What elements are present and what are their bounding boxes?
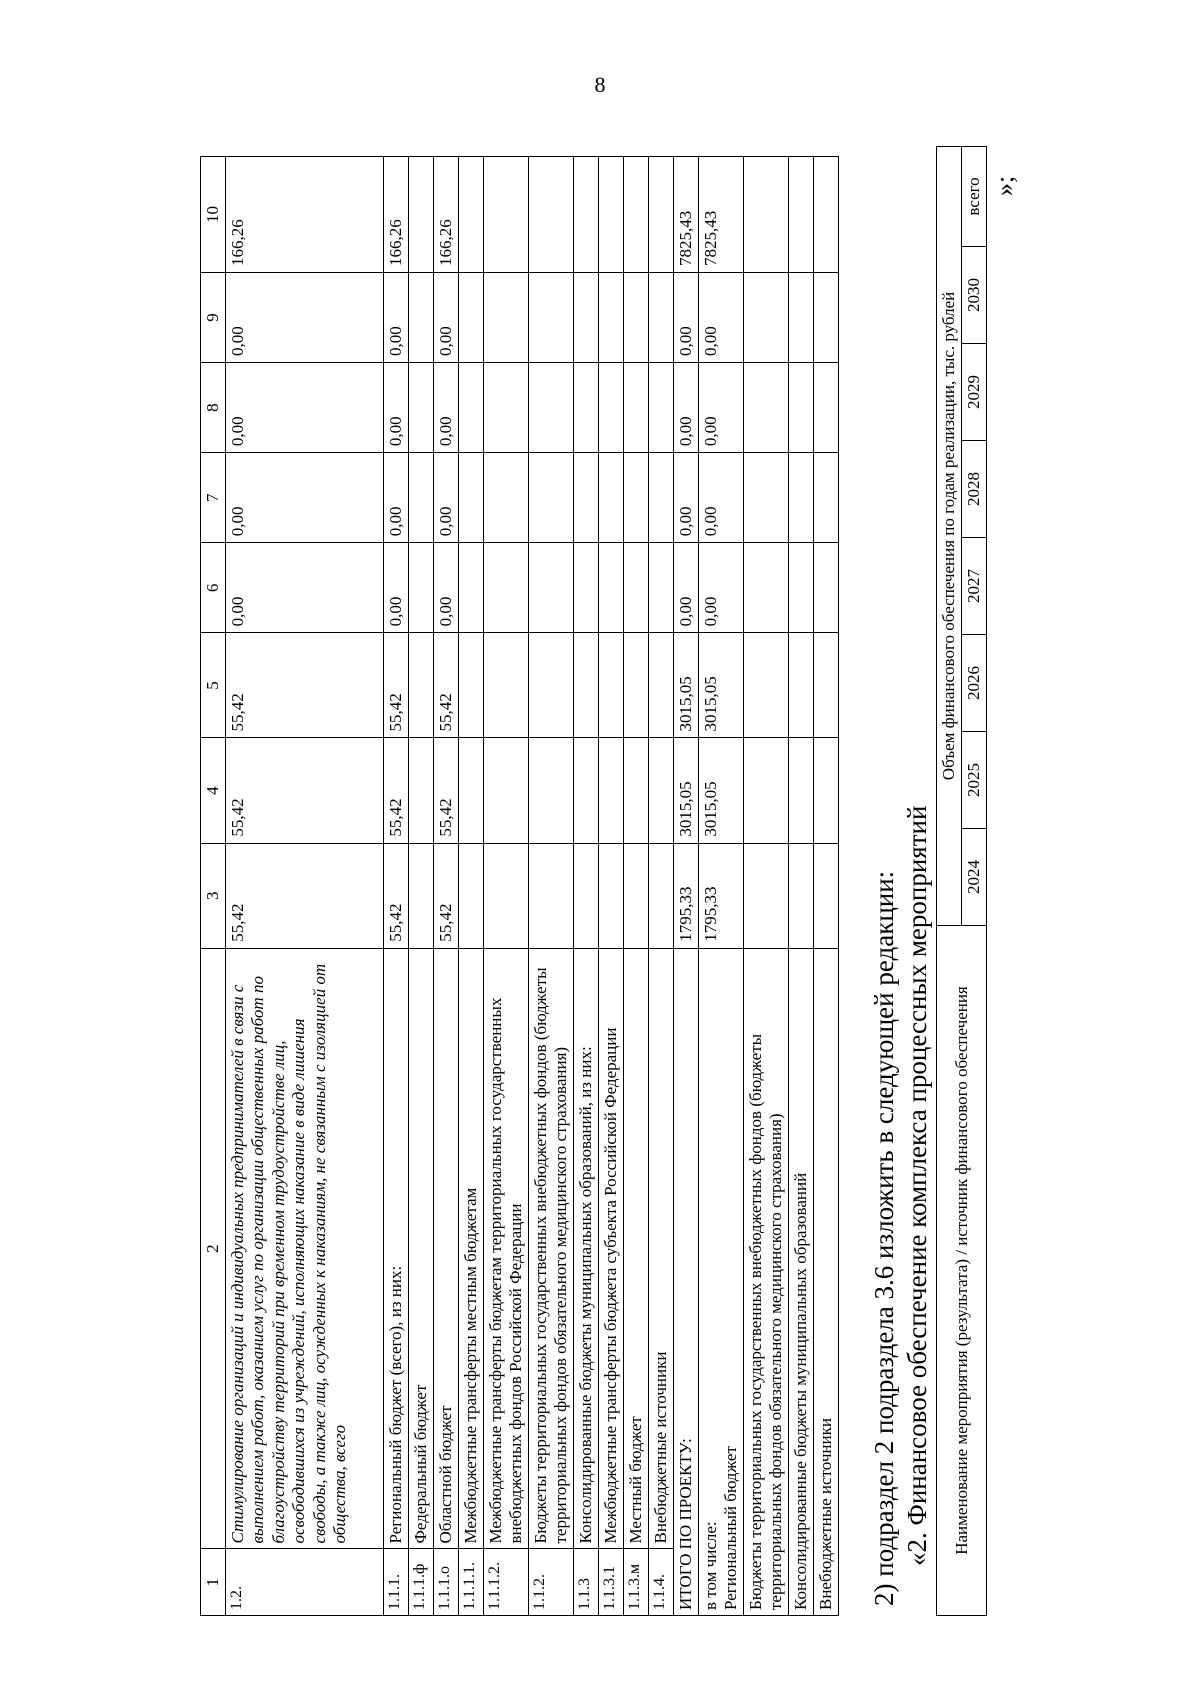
table-row [434,157,459,1616]
value-cell [744,453,789,543]
value-cell [789,843,814,948]
value-cell [744,633,789,738]
value-cell [484,633,529,738]
value-cell [459,843,484,948]
header-cell: 1 [201,1549,226,1616]
value-cell: 55,42 [434,633,459,738]
value-cell [624,633,649,738]
value-cell [624,272,649,362]
value-cell: 0,00 [226,363,384,453]
value-cell: 0,00 [434,453,459,543]
year-cell: 2027 [962,538,987,635]
value-cell [459,453,484,543]
table-row [574,157,599,1616]
value-cell [599,543,624,633]
value-cell [624,738,649,843]
section-col1-header: Наименование мероприятия (результата) / источник финансового обеспечения [937,926,987,1616]
header-cell: 7 [201,453,226,543]
value-cell [459,363,484,453]
value-cell [744,157,789,273]
value-cell [789,157,814,273]
value-cell [574,738,599,843]
header-cell: 6 [201,543,226,633]
row-name: Межбюджетные трансферты бюджета субъекта Российской Федерации [599,948,624,1549]
value-cell [529,633,574,738]
value-cell [649,843,674,948]
year-cell: 2026 [962,635,987,732]
row-name: Бюджеты территориальных государственных внебюджетных фондов (бюджеты территориальных фондов обязательного медицинского страхования) [529,948,574,1549]
value-cell [789,272,814,362]
value-cell [624,157,649,273]
value-cell [744,543,789,633]
table-header-row [201,157,226,1616]
row-name: Бюджеты территориальных государственных внебюджетных фондов (бюджеты территориальных фондов обязательного медицинского страхования) [744,948,789,1615]
value-cell [529,272,574,362]
total-row [674,157,699,1616]
value-cell: 3015,05 [699,738,744,843]
value-cell [484,363,529,453]
paragraph-title: 2) подраздел 2 подраздела 3.6 изложить в следующей редакции: [869,870,899,1606]
row-name: Межбюджетные трансферты местным бюджетам [459,948,484,1549]
value-cell: 0,00 [674,363,699,453]
header-cell: 2 [201,948,226,1549]
row-name: Федеральный бюджет [409,948,434,1549]
table-row [409,157,434,1616]
total-label: ИТОГО ПО ПРОЕКТУ: [674,948,699,1615]
value-cell: 7825,43 [699,157,744,273]
value-cell [484,738,529,843]
value-cell [529,453,574,543]
value-cell: 0,00 [434,363,459,453]
value-cell: 0,00 [699,453,744,543]
value-cell [814,543,839,633]
value-cell [649,272,674,362]
table-row [789,157,814,1616]
value-cell [649,363,674,453]
row-code: 1.1.3.м [624,1549,649,1616]
value-cell [459,633,484,738]
section-header-row [937,146,962,1615]
table-row [384,157,409,1616]
including-label-line: Региональный бюджет [721,1446,740,1610]
row-code: 1.1.1.2. [484,1549,529,1616]
value-cell [409,272,434,362]
value-cell [789,543,814,633]
table-row [649,157,674,1616]
row-code: 1.1.2. [529,1549,574,1616]
value-cell [574,543,599,633]
value-cell [789,633,814,738]
header-cell: 4 [201,738,226,843]
table-row [529,157,574,1616]
value-cell [599,157,624,273]
value-cell [574,843,599,948]
value-cell [649,157,674,273]
row-code: 1.1.3 [574,1549,599,1616]
value-cell [744,363,789,453]
header-cell: 10 [201,157,226,273]
value-cell [574,633,599,738]
value-cell [599,633,624,738]
value-cell [649,453,674,543]
value-cell [409,738,434,843]
value-cell: 55,42 [226,633,384,738]
value-cell [409,633,434,738]
value-cell [409,543,434,633]
value-cell [459,272,484,362]
including-label [699,948,744,1615]
value-cell [484,157,529,273]
year-cell: 2030 [962,247,987,344]
value-cell [409,157,434,273]
including-row [699,157,744,1616]
value-cell [649,738,674,843]
value-cell [789,453,814,543]
value-cell: 0,00 [674,453,699,543]
value-cell [814,633,839,738]
value-cell: 55,42 [226,843,384,948]
value-cell: 166,26 [226,157,384,273]
value-cell: 0,00 [226,543,384,633]
section-volume-header: Объем финансового обеспечения по годам реализации, тыс. рублей [937,146,962,925]
value-cell: 0,00 [434,272,459,362]
row-name: Консолидированные бюджеты муниципальных образований, из них: [574,948,599,1549]
value-cell: 55,42 [226,738,384,843]
row-name: Внебюджетные источники [649,948,674,1549]
row-name: Межбюджетные трансферты бюджетам территориальных государственных внебюджетных фондов Российской Федерации [484,948,529,1549]
value-cell [599,843,624,948]
section-financing-table [936,146,987,1616]
value-cell [789,363,814,453]
value-cell [624,843,649,948]
year-cell: 2028 [962,441,987,538]
table-row [459,157,484,1616]
value-cell [574,363,599,453]
value-cell [814,157,839,273]
value-cell [574,453,599,543]
value-cell: 55,42 [384,738,409,843]
value-cell: 0,00 [384,272,409,362]
value-cell [744,738,789,843]
year-cell: 2029 [962,344,987,441]
value-cell: 55,42 [434,738,459,843]
value-cell: 1795,33 [674,843,699,948]
header-cell: 3 [201,843,226,948]
row-name: Областной бюджет [434,948,459,1549]
row-name: Внебюджетные источники [814,948,839,1615]
value-cell [599,363,624,453]
table-row [814,157,839,1616]
value-cell [599,272,624,362]
header-cell: 5 [201,633,226,738]
row-code: 1.1.3.1 [599,1549,624,1616]
value-cell [814,272,839,362]
value-cell [459,738,484,843]
value-cell: 0,00 [674,272,699,362]
section-title: «2. Финансовое обеспечение комплекса процессных мероприятий [902,805,932,1566]
value-cell [529,843,574,948]
year-cell: 2025 [962,732,987,829]
header-cell: 8 [201,363,226,453]
value-cell [484,453,529,543]
financing-table [200,156,839,1616]
value-cell [409,363,434,453]
value-cell [484,843,529,948]
row-name: Стимулирование организаций и индивидуальных предпринимателей в связи с выполнением работ, оказанием услуг по организации общественных работ по благоустройству территорий при временном трудоустройстве лиц, освободившихся из учреждений, исполняющих наказание в виде лишения свободы, а также лиц, осужденных к наказаниям, не связанным с изоляцией от общества, всего [226,948,384,1549]
value-cell [599,453,624,543]
value-cell: 0,00 [699,363,744,453]
value-cell: 1795,33 [699,843,744,948]
value-cell [814,363,839,453]
value-cell [529,363,574,453]
value-cell [529,738,574,843]
value-cell: 55,42 [384,843,409,948]
value-cell: 0,00 [384,363,409,453]
row-name: Местный бюджет [624,948,649,1549]
value-cell: 0,00 [384,453,409,543]
row-code: 1.1.1.о [434,1549,459,1616]
value-cell [529,157,574,273]
table-row [484,157,529,1616]
value-cell [814,843,839,948]
value-cell [789,738,814,843]
value-cell [814,453,839,543]
value-cell [649,543,674,633]
value-cell [649,633,674,738]
value-cell [624,453,649,543]
header-cell: 9 [201,272,226,362]
value-cell [624,543,649,633]
including-label-line: в том числе: [701,1521,720,1610]
row-name: Консолидированные бюджеты муниципальных образований [789,948,814,1615]
value-cell [484,272,529,362]
row-code: 1.1.4. [649,1549,674,1616]
value-cell [409,843,434,948]
table-row [624,157,649,1616]
value-cell: 0,00 [699,272,744,362]
value-cell: 7825,43 [674,157,699,273]
value-cell [574,272,599,362]
value-cell [574,157,599,273]
table-row [744,157,789,1616]
value-cell: 0,00 [699,543,744,633]
value-cell [459,543,484,633]
value-cell: 0,00 [674,543,699,633]
value-cell [744,272,789,362]
value-cell: 0,00 [226,272,384,362]
page-number: 8 [594,72,606,97]
value-cell [484,543,529,633]
row-name: Региональный бюджет (всего), из них: [384,948,409,1549]
row-code: 1.1.1. [384,1549,409,1616]
row-code: 1.1.1.ф [409,1549,434,1616]
rotated-landscape-content [90,106,1150,1626]
value-cell [529,543,574,633]
row-code: 1.2. [226,1549,384,1616]
value-cell: 166,26 [434,157,459,273]
value-cell: 0,00 [226,453,384,543]
year-cell: 2024 [962,829,987,926]
table-row [599,157,624,1616]
value-cell: 55,42 [384,633,409,738]
row-code: 1.1.1.1. [459,1549,484,1616]
total-cell: всего [962,146,987,246]
value-cell [624,363,649,453]
value-cell: 166,26 [384,157,409,273]
value-cell: 3015,05 [674,633,699,738]
value-cell [814,738,839,843]
value-cell [599,738,624,843]
value-cell: 3015,05 [674,738,699,843]
value-cell [459,157,484,273]
closing-quote-mark: »; [990,175,1019,196]
value-cell: 3015,05 [699,633,744,738]
table-row [226,157,384,1616]
value-cell: 0,00 [384,543,409,633]
value-cell [744,843,789,948]
value-cell [409,453,434,543]
value-cell: 0,00 [434,543,459,633]
value-cell: 55,42 [434,843,459,948]
